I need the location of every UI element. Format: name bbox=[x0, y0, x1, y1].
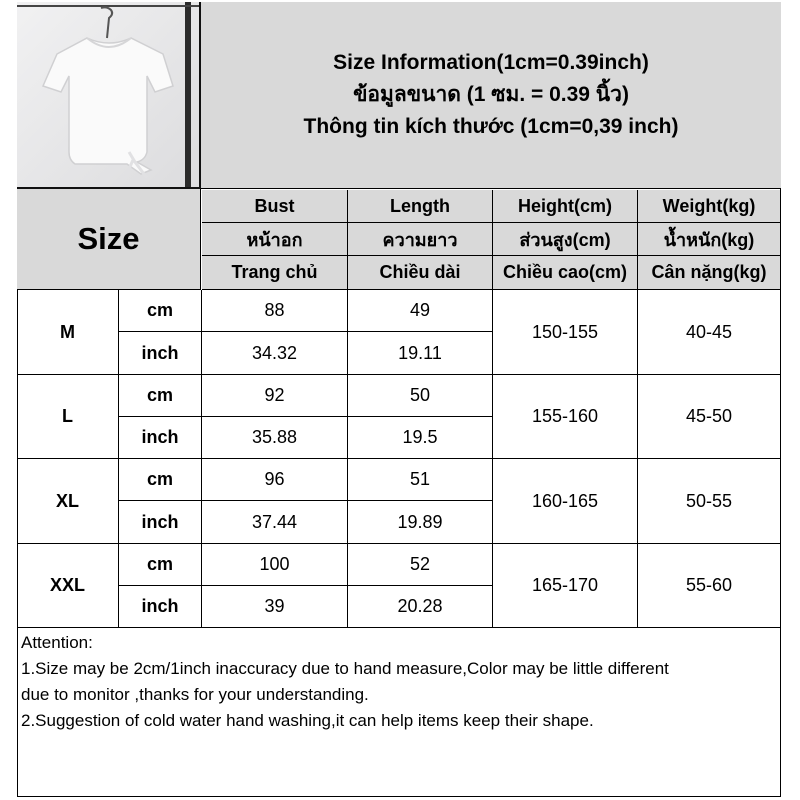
bust-header-vi: Trang chủ bbox=[202, 256, 348, 290]
size-xxl-length-inch: 20.28 bbox=[348, 586, 493, 628]
height-header-vi: Chiều cao(cm) bbox=[493, 256, 638, 290]
size-column-header: Size bbox=[17, 189, 201, 290]
size-m-label: M bbox=[17, 290, 119, 375]
weight-header-en: Weight(kg) bbox=[638, 190, 781, 223]
size-l-weight: 45-50 bbox=[638, 375, 781, 459]
size-m-bust-cm: 88 bbox=[202, 290, 348, 332]
size-l-length-cm: 50 bbox=[348, 375, 493, 417]
height-header-th: ส่วนสูง(cm) bbox=[493, 223, 638, 256]
size-m-cm-unit: cm bbox=[119, 290, 202, 332]
size-l-bust-inch: 35.88 bbox=[202, 417, 348, 459]
size-xxl-height: 165-170 bbox=[493, 544, 638, 628]
size-xl-bust-inch: 37.44 bbox=[202, 501, 348, 544]
weight-header-vi: Cân nặng(kg) bbox=[638, 256, 781, 290]
size-xl-label: XL bbox=[17, 459, 119, 544]
size-xxl-length-cm: 52 bbox=[348, 544, 493, 586]
size-xl-bust-cm: 96 bbox=[202, 459, 348, 501]
size-m-bust-inch: 34.32 bbox=[202, 332, 348, 375]
weight-header-th: น้ำหนัก(kg) bbox=[638, 223, 781, 256]
size-xl-height: 160-165 bbox=[493, 459, 638, 544]
size-xl-weight: 50-55 bbox=[638, 459, 781, 544]
bust-header-en: Bust bbox=[202, 190, 348, 223]
size-l-inch-unit: inch bbox=[119, 417, 202, 459]
header-line-vietnamese: Thông tin kích thước (1cm=0,39 inch) bbox=[303, 115, 679, 138]
bust-header-th: หน้าอก bbox=[202, 223, 348, 256]
length-header-vi: Chiều dài bbox=[348, 256, 493, 290]
size-l-label: L bbox=[17, 375, 119, 459]
size-m-height: 150-155 bbox=[493, 290, 638, 375]
size-xxl-label: XXL bbox=[17, 544, 119, 628]
header-line-english: Size Information(1cm=0.39inch) bbox=[333, 51, 649, 74]
attention-note-1a: 1.Size may be 2cm/1inch inaccuracy due to hand measure,Color may be little different bbox=[21, 659, 669, 678]
size-xxl-bust-cm: 100 bbox=[202, 544, 348, 586]
tshirt-illustration bbox=[17, 2, 201, 189]
size-xxl-weight: 55-60 bbox=[638, 544, 781, 628]
attention-note-2: 2.Suggestion of cold water hand washing,it can help items keep their shape. bbox=[21, 711, 594, 730]
size-l-cm-unit: cm bbox=[119, 375, 202, 417]
height-header-en: Height(cm) bbox=[493, 190, 638, 223]
size-m-inch-unit: inch bbox=[119, 332, 202, 375]
size-l-length-inch: 19.5 bbox=[348, 417, 493, 459]
attention-title: Attention: bbox=[21, 633, 93, 652]
size-xxl-cm-unit: cm bbox=[119, 544, 202, 586]
size-xl-inch-unit: inch bbox=[119, 501, 202, 544]
header-line-thai: ข้อมูลขนาด (1 ซม. = 0.39 นิ้ว) bbox=[353, 83, 629, 106]
size-information-header bbox=[201, 2, 781, 189]
size-xxl-inch-unit: inch bbox=[119, 586, 202, 628]
size-xl-length-cm: 51 bbox=[348, 459, 493, 501]
size-m-weight: 40-45 bbox=[638, 290, 781, 375]
size-xl-cm-unit: cm bbox=[119, 459, 202, 501]
length-header-en: Length bbox=[348, 190, 493, 223]
attention-notes bbox=[21, 630, 777, 734]
attention-note-1b: due to monitor ,thanks for your understanding. bbox=[21, 685, 369, 704]
size-xl-length-inch: 19.89 bbox=[348, 501, 493, 544]
size-m-length-inch: 19.11 bbox=[348, 332, 493, 375]
size-l-bust-cm: 92 bbox=[202, 375, 348, 417]
size-l-height: 155-160 bbox=[493, 375, 638, 459]
length-header-th: ความยาว bbox=[348, 223, 493, 256]
size-xxl-bust-inch: 39 bbox=[202, 586, 348, 628]
size-m-length-cm: 49 bbox=[348, 290, 493, 332]
product-photo bbox=[17, 2, 201, 189]
